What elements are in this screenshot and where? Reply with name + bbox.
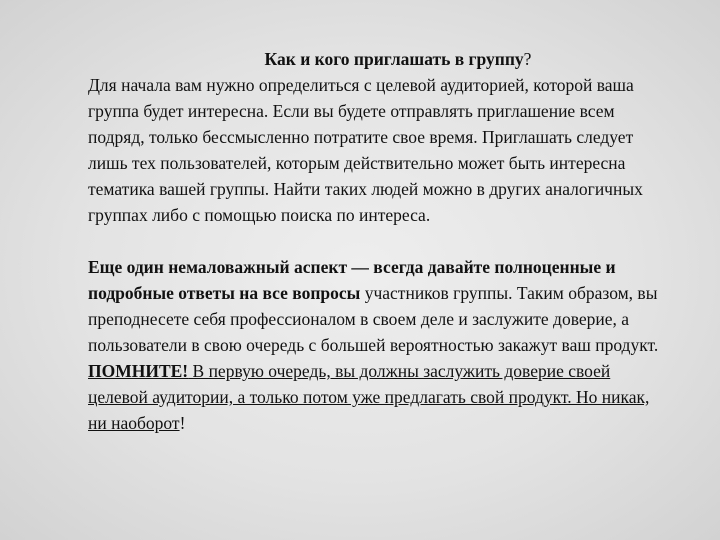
paragraph-intro: Для начала вам нужно определиться с целевой аудиторией, которой ваша группа будет интересна. Если вы будете отправлять приглашение всем подряд, только бессмысленно потратите свое время. Приглашать следует лишь тех пользователей, которым действительно может быть интересна тематика вашей группы. Найти таких людей можно в других аналогичных группах либо с помощью поиска по интереса. (88, 75, 643, 225)
paragraph-spacer (88, 228, 668, 254)
slide-title (88, 46, 668, 72)
advice-bold: Еще один немаловажный аспект — всегда давайте полноценные и подробные ответы на все вопросы (88, 257, 616, 303)
notice-paragraph (88, 358, 668, 436)
title-question-mark: ? (523, 49, 532, 69)
title-bold: Как и кого приглашать в группу (264, 49, 524, 69)
notice-text: В первую очередь, вы должны заслужить доверие своей целевой аудитории, а только потом уже предлагать свой продукт. Но никак, ни наоборот (88, 361, 650, 433)
notice-end: ! (179, 413, 186, 433)
advice-text: участников группы. Таким образом, вы преподнесете себя профессионалом в своем деле и заслужите доверие, а пользователи в свою очередь с большей вероятностью закажут ваш продукт. (88, 283, 659, 355)
paragraph-advice (88, 254, 668, 358)
notice-label: ПОМНИТЕ! (88, 361, 189, 381)
slide-text-block (88, 46, 668, 436)
